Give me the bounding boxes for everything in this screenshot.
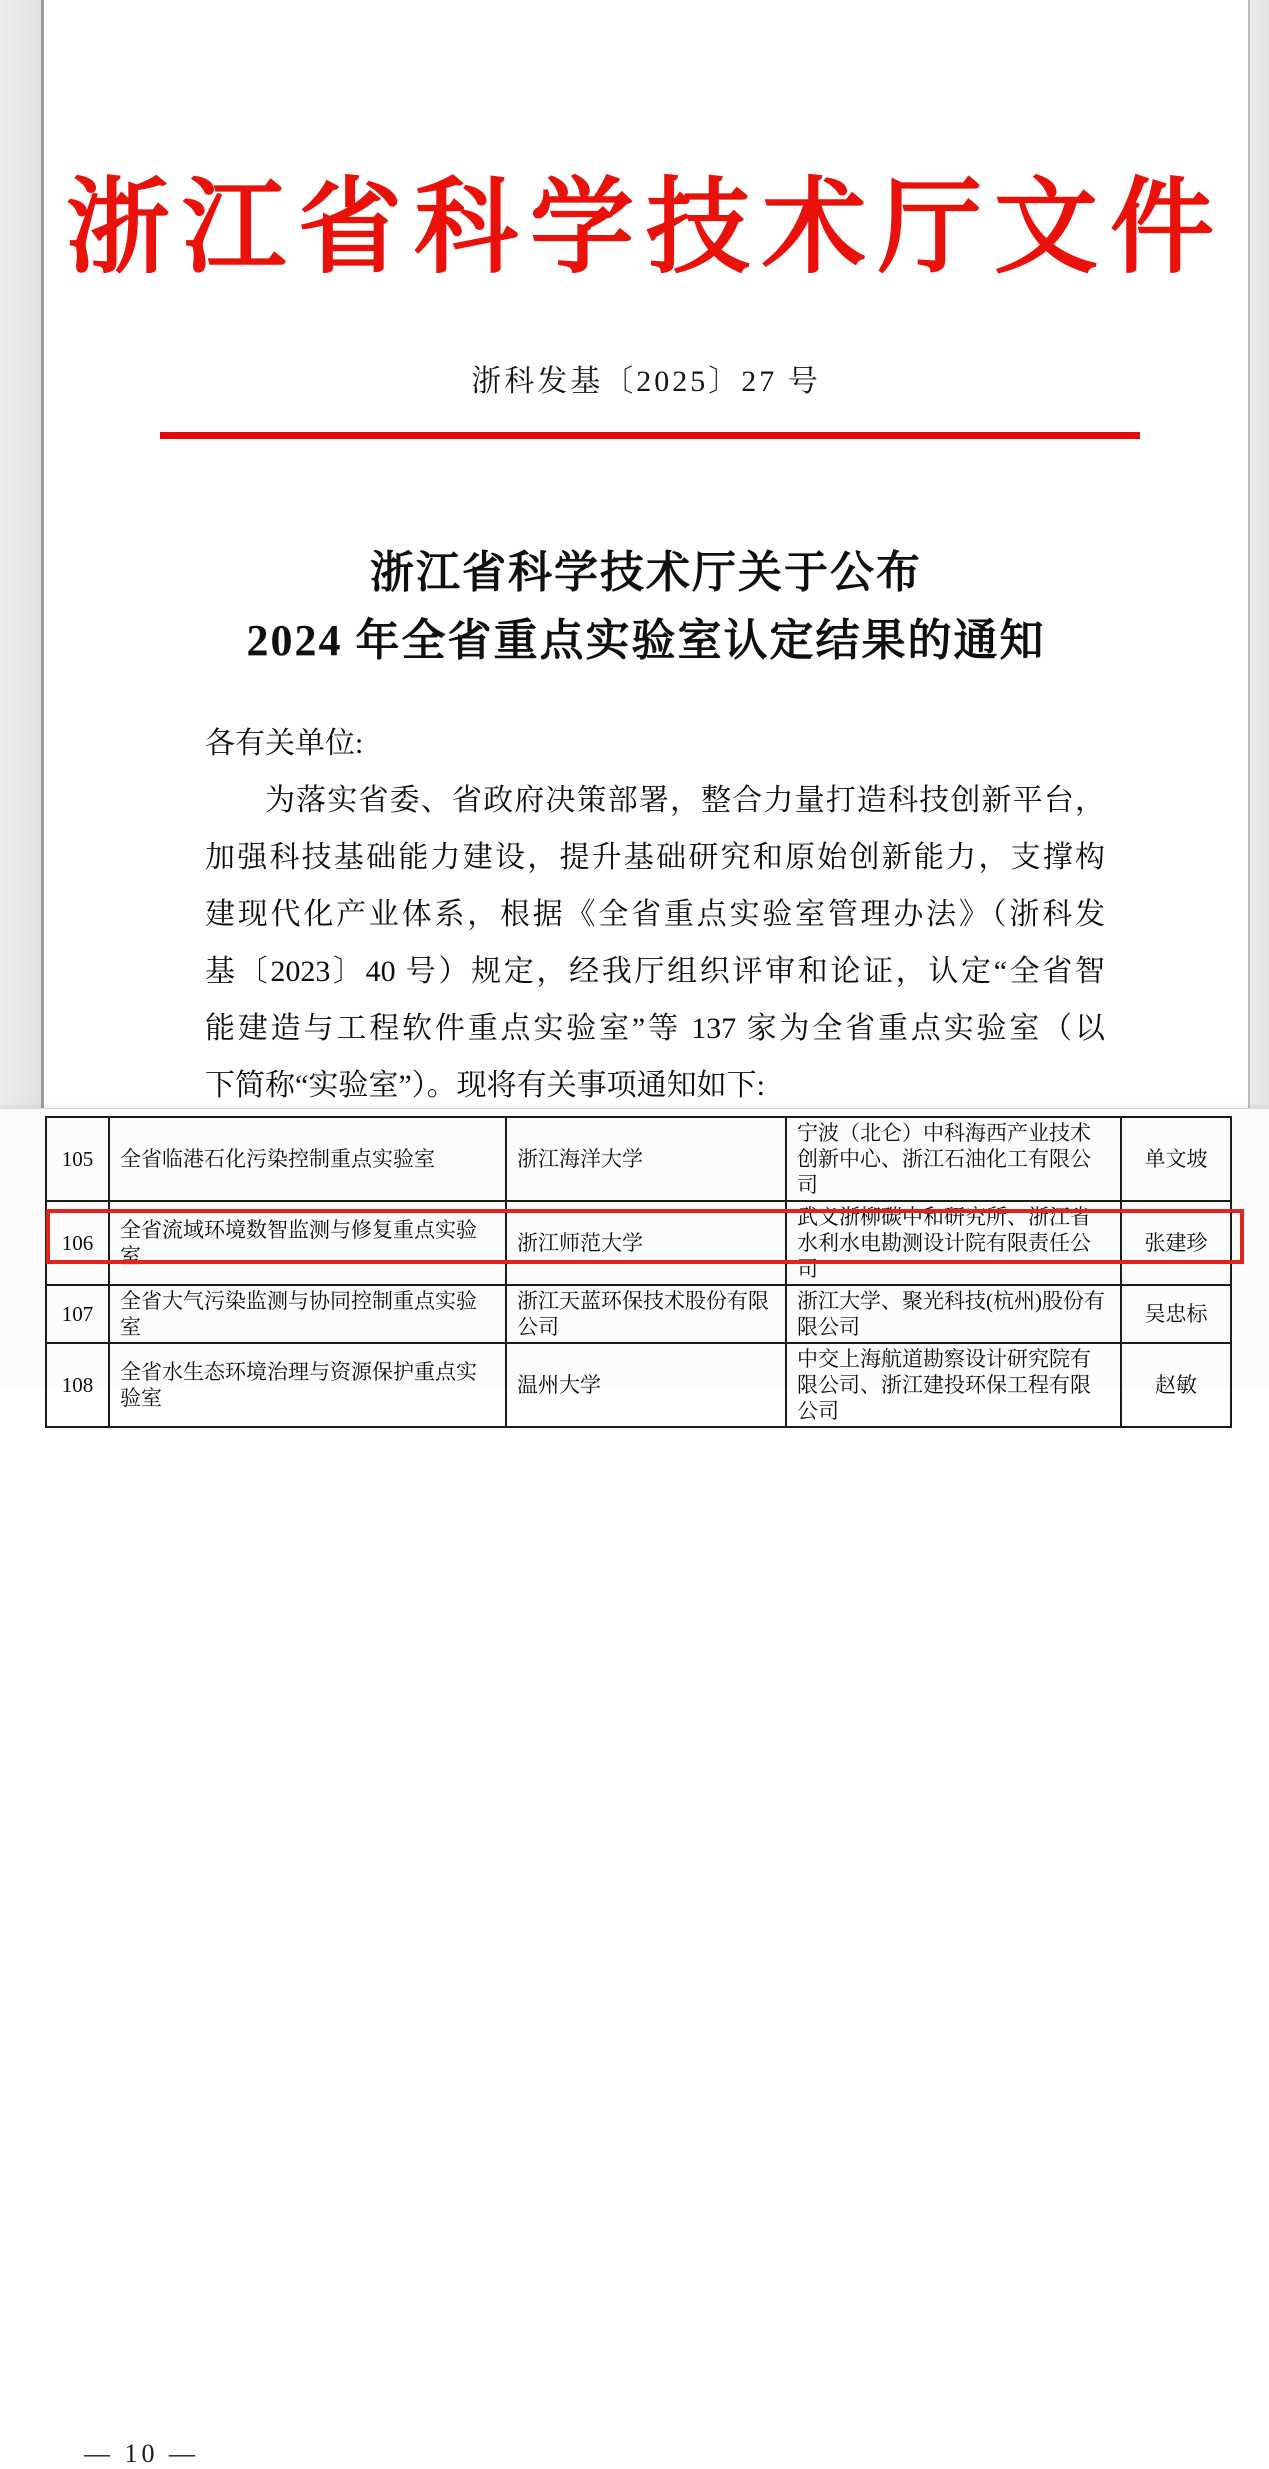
- red-divider-rule: [160, 432, 1140, 439]
- host-organization: 浙江师范大学: [506, 1201, 786, 1285]
- row-number: 107: [46, 1285, 109, 1343]
- page-right-margin: [1248, 0, 1269, 1108]
- table-row-highlighted: [46, 1285, 1231, 1343]
- row-number: 105: [46, 1117, 109, 1201]
- document-number: 浙科发基〔2025〕27 号: [471, 365, 821, 398]
- results-table-section: [0, 1108, 1269, 2468]
- row-number: 108: [46, 1343, 109, 1427]
- lab-director: 吴忠标: [1121, 1285, 1231, 1343]
- partner-organizations: 武义浙柳碳中和研究所、浙江省水利水电勘测设计院有限责任公司: [786, 1201, 1121, 1285]
- table-row: [46, 1343, 1231, 1427]
- body-line: 建现代化产业体系，根据《全省重点实验室管理办法》（浙科发: [205, 898, 1105, 931]
- table-row: [46, 1201, 1231, 1285]
- partner-organizations: 中交上海航道勘察设计研究院有限公司、浙江建投环保工程有限公司: [786, 1343, 1121, 1427]
- body-line: 下简称“实验室”）。现将有关事项通知如下:: [205, 1069, 765, 1102]
- host-organization: 浙江天蓝环保技术股份有限公司: [506, 1285, 786, 1343]
- body-line: 加强科技基础能力建设，提升基础研究和原始创新能力，支撑构: [205, 841, 1105, 874]
- lab-name: 全省流域环境数智监测与修复重点实验室: [109, 1201, 506, 1285]
- key-laboratory-results-table: [45, 1116, 1232, 1428]
- notice-title-line2: 2024 年全省重点实验室认定结果的通知: [246, 616, 1046, 665]
- notice-body: [205, 715, 1105, 1114]
- host-organization: 浙江海洋大学: [506, 1117, 786, 1201]
- body-line: 能建造与工程软件重点实验室”等 137 家为全省重点实验室（以: [205, 1012, 1105, 1045]
- body-line: 为落实省委、省政府决策部署，整合力量打造科技创新平台，: [265, 784, 1105, 817]
- body-line: 基〔2023〕40 号）规定，经我厅组织评审和论证，认定“全省智: [205, 955, 1105, 988]
- partner-organizations: 宁波（北仑）中科海西产业技术创新中心、浙江石油化工有限公司: [786, 1117, 1121, 1201]
- page-number: — 10 —: [84, 2439, 199, 2468]
- table-row: [46, 1117, 1231, 1201]
- lab-name: 全省大气污染监测与协同控制重点实验室: [109, 1285, 506, 1343]
- partner-organizations: 浙江大学、聚光科技(杭州)股份有限公司: [786, 1285, 1121, 1343]
- lab-director: 张建珍: [1121, 1201, 1231, 1285]
- page-left-margin: [0, 0, 44, 1108]
- notice-title-line1: 浙江省科学技术厅关于公布: [370, 548, 922, 597]
- salutation: 各有关单位:: [205, 727, 364, 760]
- host-organization: 温州大学: [506, 1343, 786, 1427]
- lab-name: 全省临港石化污染控制重点实验室: [109, 1117, 506, 1201]
- agency-banner-title: 浙江省科学技术厅文件: [65, 171, 1226, 286]
- lab-director: 单文坡: [1121, 1117, 1231, 1201]
- lab-director: 赵敏: [1121, 1343, 1231, 1427]
- row-number: 106: [46, 1201, 109, 1285]
- lab-name: 全省水生态环境治理与资源保护重点实验室: [109, 1343, 506, 1427]
